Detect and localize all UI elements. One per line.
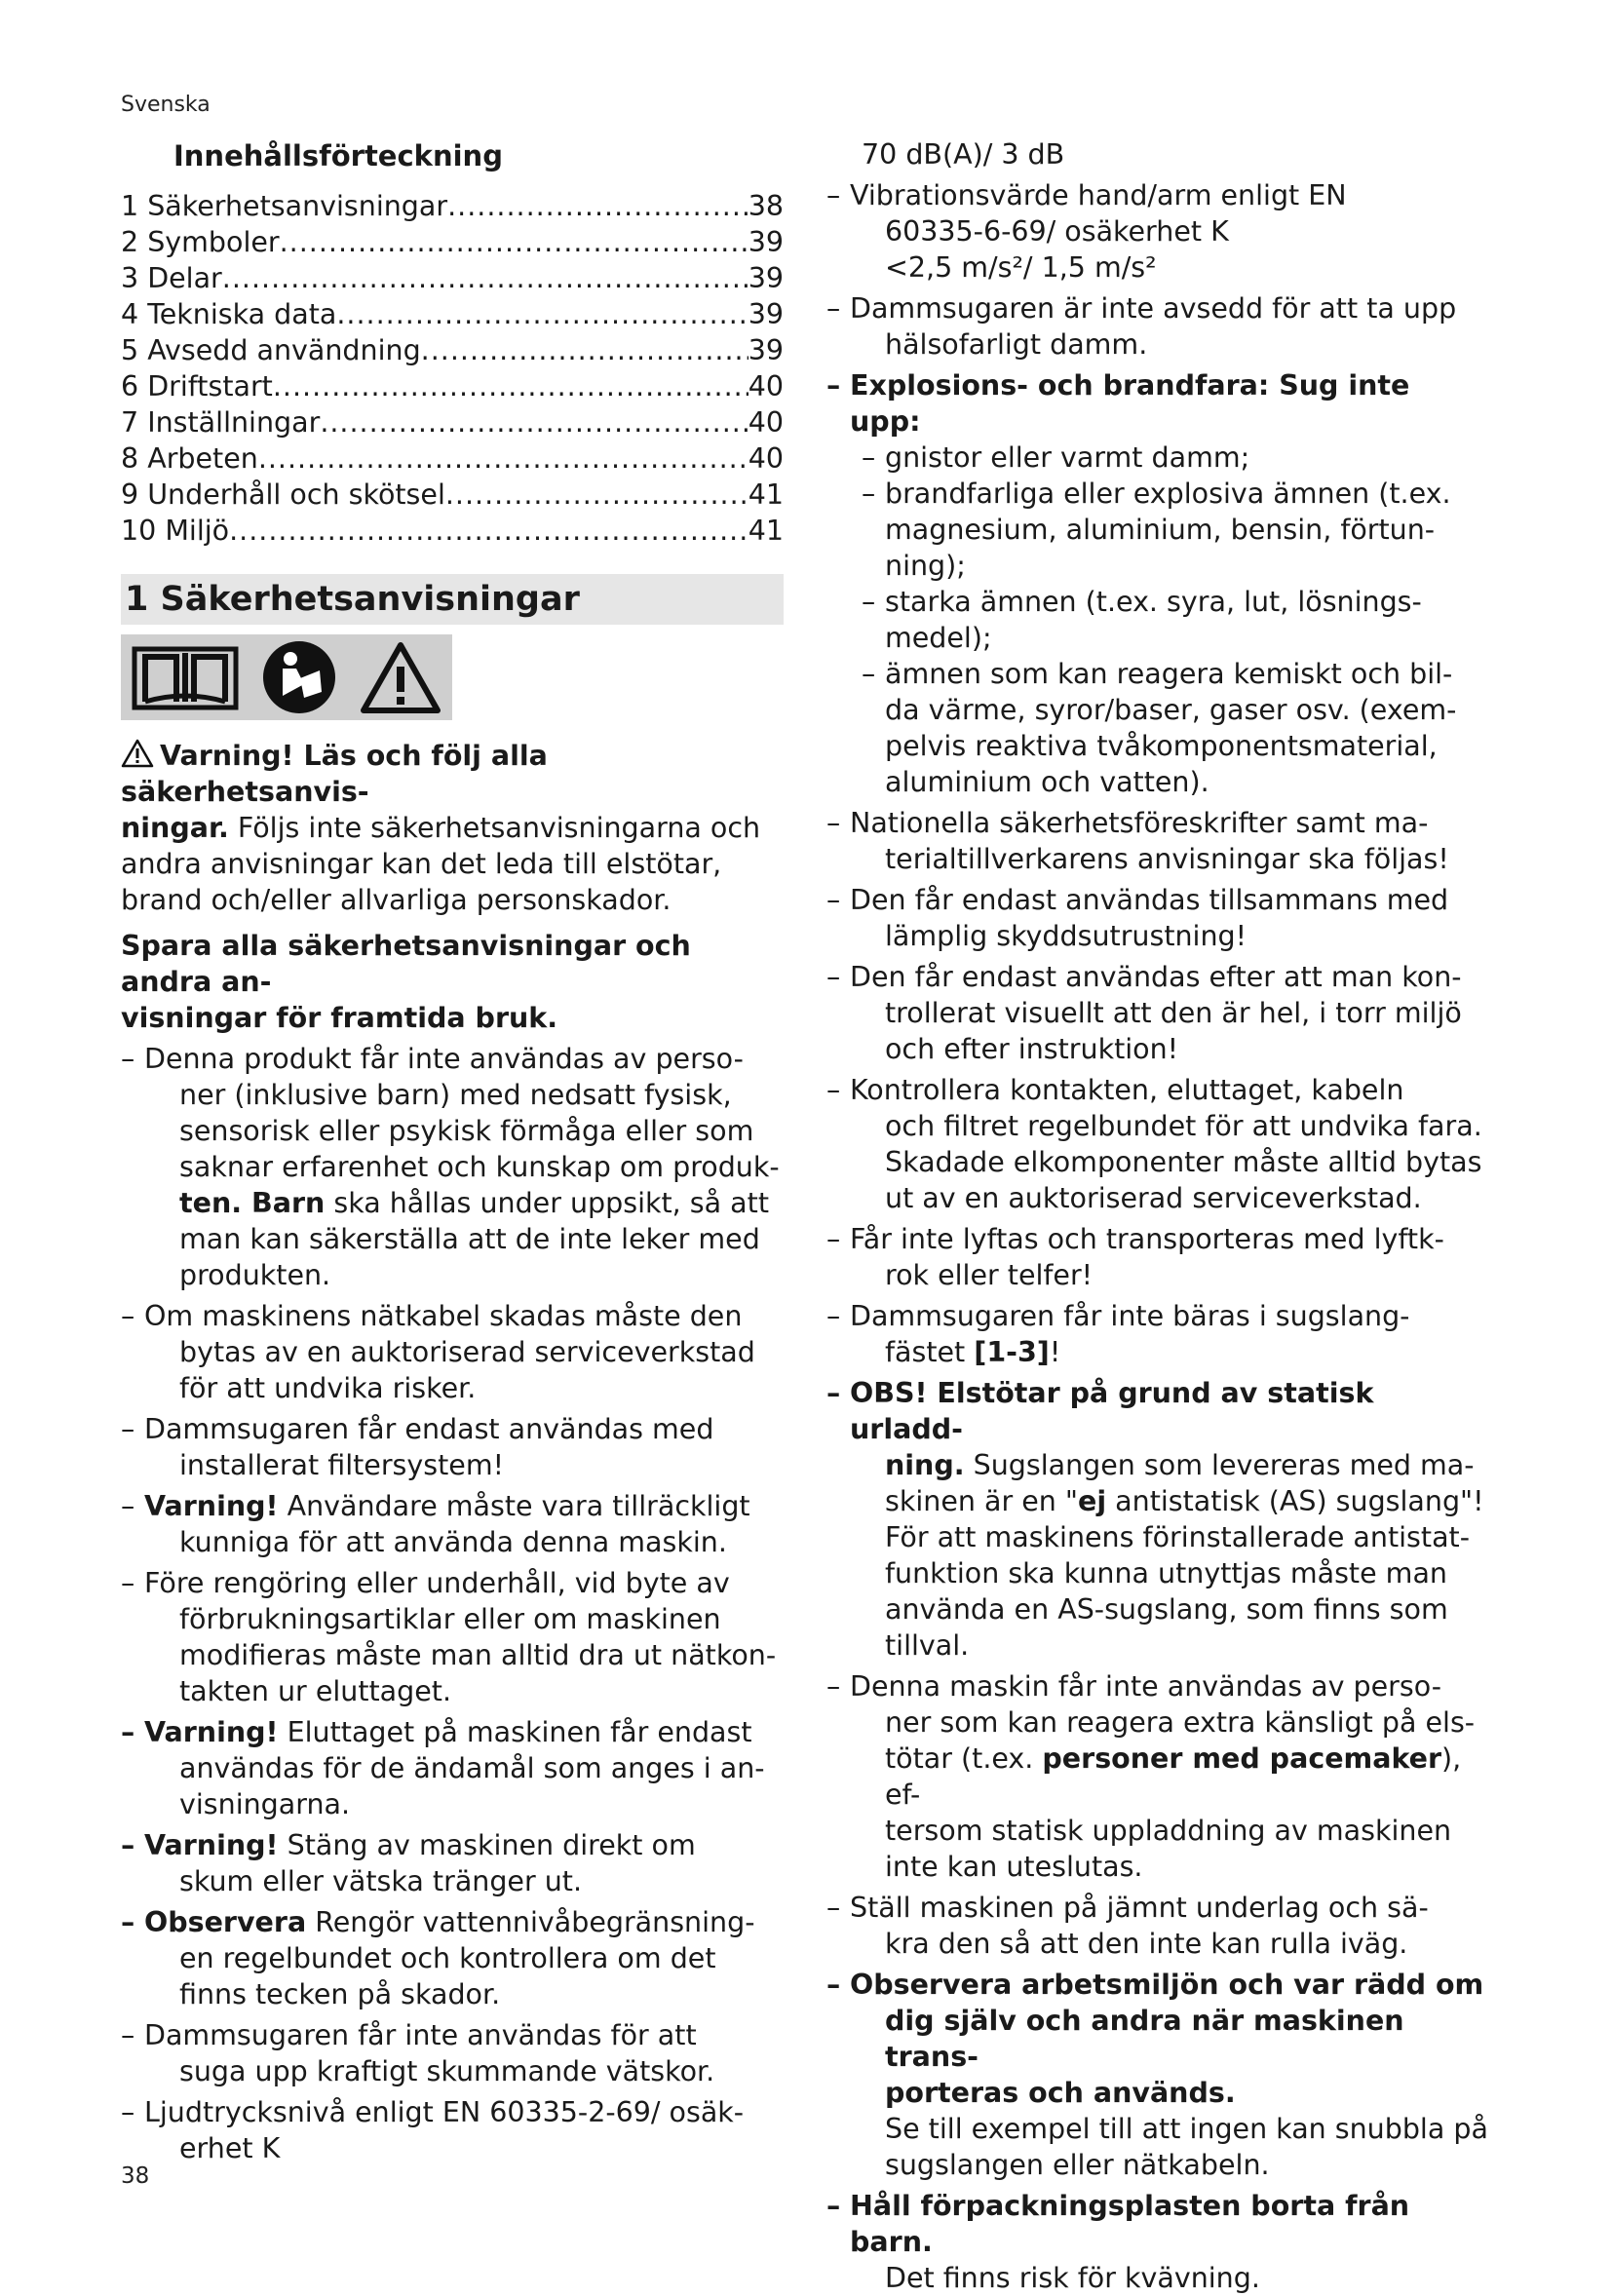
- list-item: – Ställ maskinen på jämnt underlag och sä- kra den så att den inte kan rulla iväg.: [826, 1892, 1429, 1960]
- warning-paragraph: Varning! Läs och följ alla säkerhetsanvis- ningar. Följs inte säkerhetsanvisningarna och andra anvisningar kan det leda till elstötar, brand och/eller allvarliga personskador.: [121, 740, 761, 916]
- list-item: – OBS! Elstötar på grund av statisk urladd- ning. Sugslangen som levereras med ma- skinen är en "ej antistatisk (AS) sugslang"! För att maskinens förinstallerade antistat- funktion ska kunna utnyttjas måste man använda en AS-sugslang, som finns som tillval.: [826, 1377, 1484, 1662]
- language-label: Svenska: [121, 93, 211, 117]
- toc-entry[interactable]: 6 Driftstart ..... 40: [121, 368, 784, 404]
- list-item: – Denna produkt får inte användas av perso- ner (inklusive barn) med nedsatt fysisk, sensorisk eller psykisk förmåga eller som saknar erfarenhet och kunskap om produk- ten. Barn ska hållas under uppsikt, så att man kan säkerställa att de inte leker med produkten.: [121, 1043, 780, 1291]
- noise-value: 70 dB(A)/ 3 dB: [862, 138, 1065, 171]
- toc-entry[interactable]: 3 Delar ..... 39: [121, 260, 784, 296]
- toc-entry[interactable]: 10 Miljö ..... 41: [121, 513, 784, 549]
- list-item: – Den får endast användas tillsammans med lämplig skyddsutrustning!: [826, 884, 1449, 952]
- book-icon: [132, 643, 239, 711]
- warning-triangle-icon: [360, 640, 441, 714]
- list-item: – Dammsugaren är inte avsedd för att ta upp hälsofarligt damm.: [826, 292, 1457, 361]
- safety-symbols: [121, 634, 452, 720]
- toc-entry[interactable]: 1 Säkerhetsanvisningar ..... 38: [121, 188, 784, 224]
- list-item: – Explosions- och brandfara: Sug inte upp:: [826, 369, 1410, 438]
- sub-list-item: – ämnen som kan reagera kemiskt och bil- da värme, syror/baser, gaser osv. (exem- pelvis reaktiva tvåkomponentsmaterial, aluminium och vatten).: [862, 658, 1457, 798]
- list-item: – Observera Rengör vattennivåbegränsning- en regelbundet och kontrollera om det finns tecken på skador.: [121, 1906, 755, 2010]
- list-item: – Varning! Stäng av maskinen direkt om skum eller vätska tränger ut.: [121, 1829, 696, 1897]
- sub-list-item: – gnistor eller varmt damm;: [862, 441, 1250, 474]
- toc-entry[interactable]: 8 Arbeten ..... 40: [121, 440, 784, 477]
- left-column: [121, 136, 784, 2166]
- save-instructions: Spara alla säkerhetsanvisningar och andra an- visningar för framtida bruk.: [121, 930, 691, 1034]
- sub-list-item: – brandfarliga eller explosiva ämnen (t.ex. magnesium, aluminium, bensin, förtun- ning);: [862, 478, 1451, 582]
- page-number: 38: [121, 2163, 150, 2189]
- list-item: – Kontrollera kontakten, eluttaget, kabeln och filtret regelbundet för att undvika fara. Skadade elkomponenter måste alltid bytas ut av en auktoriserad serviceverkstad.: [826, 1074, 1482, 1214]
- list-item: – Vibrationsvärde hand/arm enligt EN 60335-6-69/ osäkerhet K <2,5 m/s²/ 1,5 m/s²: [826, 179, 1347, 284]
- list-item: – Ljudtrycksnivå enligt EN 60335-2-69/ osäk- erhet K: [121, 2096, 745, 2164]
- safety-list-left: [121, 1041, 784, 2166]
- toc-entry[interactable]: 2 Symboler ..... 39: [121, 224, 784, 260]
- toc-list: [121, 188, 784, 549]
- list-item: – Varning! Användare måste vara tillräckligt kunniga för att använda denna maskin.: [121, 1490, 750, 1558]
- list-item: – Nationella säkerhetsföreskrifter samt ma- terialtillverkarens anvisningar ska följas!: [826, 807, 1449, 875]
- list-item: – Får inte lyftas och transporteras med lyftk- rok eller telfer!: [826, 1223, 1444, 1291]
- list-item: – Den får endast användas efter att man kon- trollerat visuellt att den är hel, i torr miljö och efter instruktion!: [826, 961, 1462, 1065]
- toc-title: Innehållsförteckning: [173, 139, 503, 172]
- toc-entry[interactable]: 7 Inställningar ..... 40: [121, 404, 784, 440]
- toc-entry[interactable]: 4 Tekniska data ..... 39: [121, 296, 784, 332]
- figure-reference: [1-3]: [974, 1336, 1050, 1368]
- list-item: – Dammsugaren får endast användas med installerat filtersystem!: [121, 1413, 714, 1481]
- list-item: – Varning! Eluttaget på maskinen får endast användas för de ändamål som anges i an- visningarna.: [121, 1716, 765, 1820]
- right-column: [826, 136, 1489, 2296]
- list-item: – Före rengöring eller underhåll, vid byte av förbrukningsartiklar eller om maskinen modifieras måste man alltid dra ut nätkon- takten ur eluttaget.: [121, 1567, 777, 1707]
- list-item: – Denna maskin får inte användas av perso- ner som kan reagera extra känsligt på els- tötar (t.ex. personer med pacemaker), ef- tersom statisk uppladdning av maskinen inte kan uteslutas.: [826, 1670, 1476, 1883]
- toc-entry[interactable]: 9 Underhåll och skötsel ..... 41: [121, 477, 784, 513]
- list-item: – Om maskinens nätkabel skadas måste den bytas av en auktoriserad serviceverkstad för att undvika risker.: [121, 1300, 755, 1404]
- sub-list-item: – starka ämnen (t.ex. syra, lut, lösnings- medel);: [862, 586, 1422, 654]
- warning-triangle-icon: [121, 739, 154, 768]
- read-manual-icon: [261, 639, 337, 715]
- list-item: – Dammsugaren får inte användas för att suga upp kraftigt skummande vätskor.: [121, 2019, 715, 2087]
- list-item: – Dammsugaren får inte bäras i sugslang- fästet [1-3]!: [826, 1300, 1410, 1368]
- list-item: – Observera arbetsmiljön och var rädd om dig själv och andra när maskinen trans- porteras och används. Se till exempel till att ingen kan snubbla på sugslangen eller nätkabeln.: [826, 1969, 1488, 2181]
- list-item: – Håll förpackningsplasten borta från barn. Det finns risk för kvävning.: [826, 2190, 1410, 2294]
- section-heading: 1 Säkerhetsanvisningar: [121, 574, 784, 625]
- toc-entry[interactable]: 5 Avsedd användning ..... 39: [121, 332, 784, 368]
